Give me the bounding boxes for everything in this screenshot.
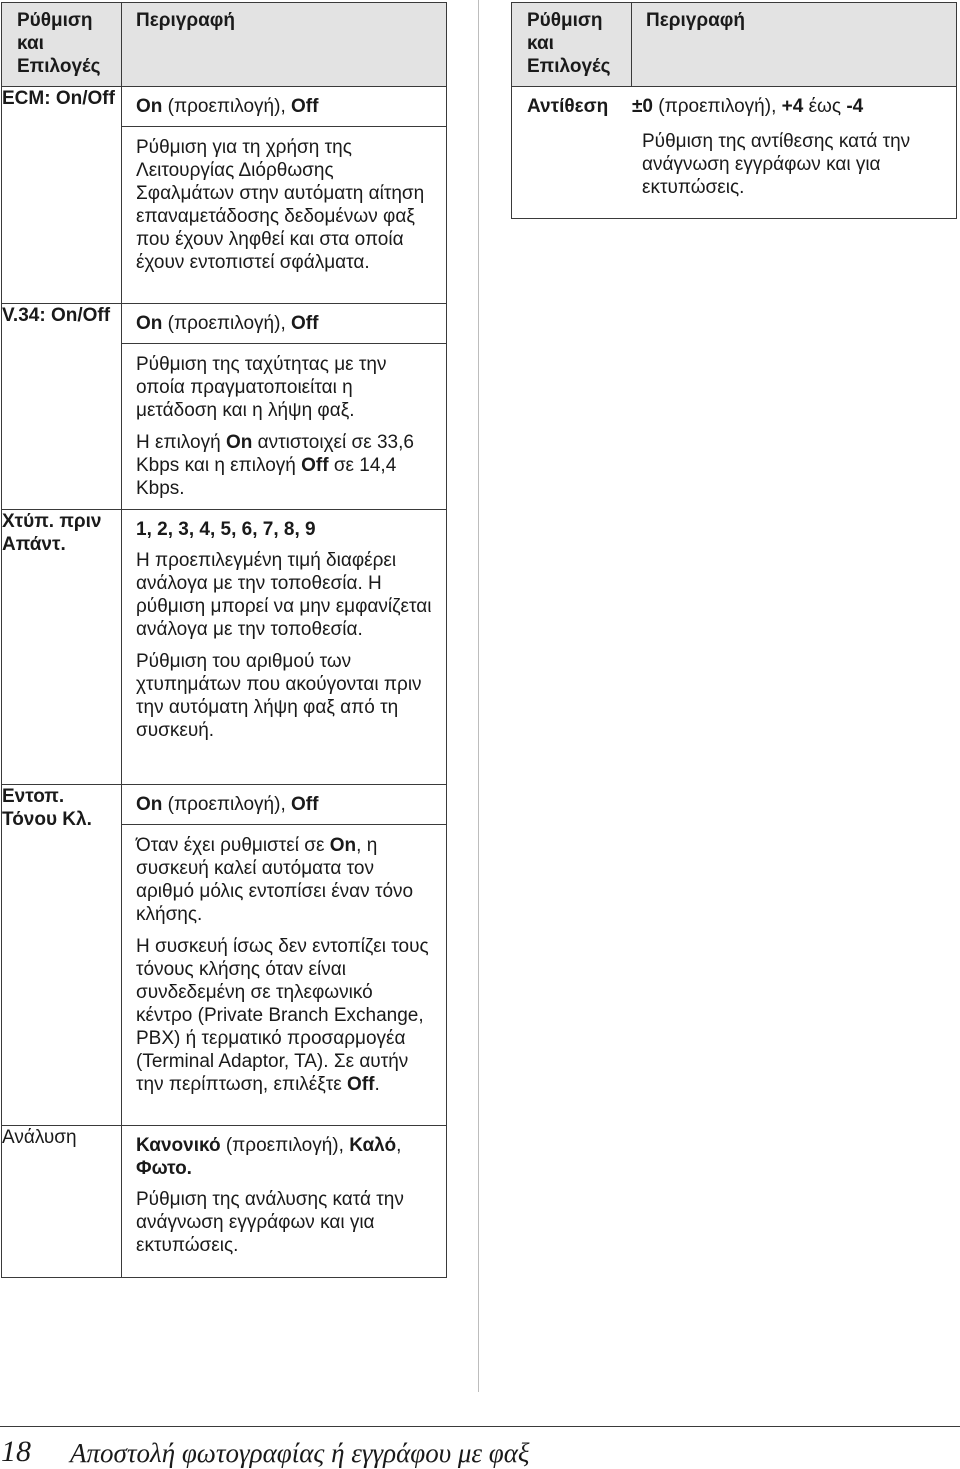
table-header-row: [2, 3, 447, 87]
option-value: Off: [291, 313, 319, 334]
text-run: (προεπιλογή),: [162, 794, 292, 815]
right-settings-table: [511, 2, 957, 219]
text-run: έως: [803, 96, 847, 117]
setting-description: [632, 124, 956, 218]
text-run: , η συσκευή καλεί αυτόματα τον αριθμό μόλις εντοπίσει έναν τόνο κλήσης.: [136, 835, 414, 925]
option-value: On: [225, 432, 253, 453]
setting-name: Ανάλυση: [2, 1126, 122, 1278]
description-paragraph: [136, 1188, 434, 1257]
setting-row-rings-to-answer: [2, 510, 447, 785]
setting-name: Χτύπ. πριν Απάντ.: [2, 510, 122, 785]
description-paragraph: [642, 130, 946, 199]
description-paragraph: [136, 834, 434, 926]
option-value: 1, 2, 3, 4, 5, 6, 7, 8, 9: [136, 519, 316, 540]
setting-name: V.34: On/Off: [2, 304, 122, 510]
text-run: Ρύθμιση της αντίθεσης κατά την ανάγνωση εγγράφων και για εκτυπώσεις.: [642, 131, 911, 198]
description-paragraph: [136, 136, 434, 274]
text-run: (προεπιλογή),: [653, 96, 782, 117]
text-run: (προεπιλογή),: [220, 1135, 350, 1156]
setting-values: [122, 510, 446, 545]
text-run: (προεπιλογή),: [162, 96, 292, 117]
option-value: Off: [347, 1074, 375, 1095]
setting-name: Εντοπ. Τόνου Κλ.: [2, 785, 122, 1126]
text-run: αντιστοιχεί σε 33,6 Kbps και η επιλογή: [136, 432, 414, 476]
text-run: Η συσκευή ίσως δεν εντοπίζει τους τόνους κλήσης όταν είναι συνδεδεμένη σε τηλεφωνικό κέντρο (Private Branch Exchange, PBX) ή τερματικό προσαρμογέα (Terminal Adaptor, TA). Σε αυτήν την περίπτωση, επιλέξτε: [136, 936, 429, 1095]
description-paragraph: [136, 431, 434, 500]
option-value: On: [136, 794, 163, 815]
setting-cell: [122, 510, 447, 785]
setting-description: [122, 127, 446, 274]
description-paragraph: [136, 353, 434, 422]
setting-row-resolution: [2, 1126, 447, 1278]
text-run: ,: [396, 1135, 402, 1156]
left-settings-table: [1, 2, 447, 1278]
text-run: (προεπιλογή),: [162, 313, 292, 334]
setting-name: Αντίθεση: [527, 96, 609, 117]
setting-row-ecm: [2, 87, 447, 304]
text-run: Όταν έχει ρυθμιστεί σε: [136, 835, 330, 856]
text-run: Ρύθμιση της ταχύτητας με την οποία πραγματοποιείται η μετάδοση και η λήψη φαξ.: [136, 354, 387, 421]
setting-description: [122, 1184, 446, 1257]
description-paragraph: [136, 935, 434, 1096]
setting-values: [122, 87, 446, 127]
text-run: Ρύθμιση του αριθμού των χτυπημάτων που ακούγονται πριν την αυτόματη λήψη φαξ από τη συσκευή.: [136, 651, 422, 741]
setting-values: [632, 87, 956, 124]
text-run: .: [374, 1074, 380, 1095]
option-value: On: [136, 96, 163, 117]
header-settings: Ρύθμιση και Επιλογές: [512, 3, 632, 87]
option-value: ±0: [632, 96, 653, 117]
option-value: Off: [291, 794, 319, 815]
option-value: On: [329, 835, 357, 856]
table-header-row: [512, 3, 957, 87]
page-footer: [0, 1426, 960, 1468]
setting-cell: [122, 87, 447, 304]
option-value: Καλό: [349, 1135, 397, 1156]
header-settings: Ρύθμιση και Επιλογές: [2, 3, 122, 87]
header-description: Περιγραφή: [632, 3, 957, 87]
text-run: Ρύθμιση της ανάλυσης κατά την ανάγνωση εγγράφων και για εκτυπώσεις.: [136, 1189, 404, 1256]
option-value: Κανονικό: [136, 1135, 221, 1156]
option-value: +4: [781, 96, 804, 117]
setting-values: [122, 785, 446, 825]
setting-cell: [512, 87, 957, 219]
setting-description: [122, 344, 446, 500]
description-paragraph: [136, 650, 434, 742]
setting-description: [122, 825, 446, 1096]
setting-cell: [122, 785, 447, 1126]
text-run: σε 14,4 Kbps.: [136, 455, 397, 499]
footer-title: Αποστολή φωτογραφίας ή εγγράφου με φαξ: [70, 1438, 530, 1468]
text-run: Η επιλογή: [136, 432, 226, 453]
setting-values: [122, 304, 446, 344]
setting-row-v34: [2, 304, 447, 510]
option-value: Off: [291, 96, 319, 117]
column-divider: [478, 0, 479, 1392]
setting-row-contrast: [512, 87, 957, 219]
setting-row-dial-tone-detection: [2, 785, 447, 1126]
setting-cell: [122, 1126, 447, 1278]
header-description: Περιγραφή: [122, 3, 447, 87]
setting-values: [122, 1126, 446, 1184]
text-run: Η προεπιλεγμένη τιμή διαφέρει ανάλογα με την τοποθεσία. Η ρύθμιση μπορεί να μην εμφανίζεται ανάλογα με την τοποθεσία.: [136, 550, 432, 640]
setting-cell: [122, 304, 447, 510]
option-value: On: [136, 313, 163, 334]
option-value: -4: [846, 96, 864, 117]
text-run: Ρύθμιση για τη χρήση της Λειτουργίας Διόρθωσης Σφαλμάτων στην αυτόματη αίτηση επαναμετάδοσης δεδομένων φαξ που έχουν ληφθεί και στα οποία έχουν εντοπιστεί σφάλματα.: [136, 137, 425, 273]
setting-name: ECM: On/Off: [2, 87, 122, 304]
option-value: Off: [301, 455, 329, 476]
option-value: Φωτο.: [136, 1158, 192, 1179]
page-number: 18: [1, 1435, 31, 1468]
setting-description: [122, 545, 446, 742]
description-paragraph: [136, 549, 434, 641]
